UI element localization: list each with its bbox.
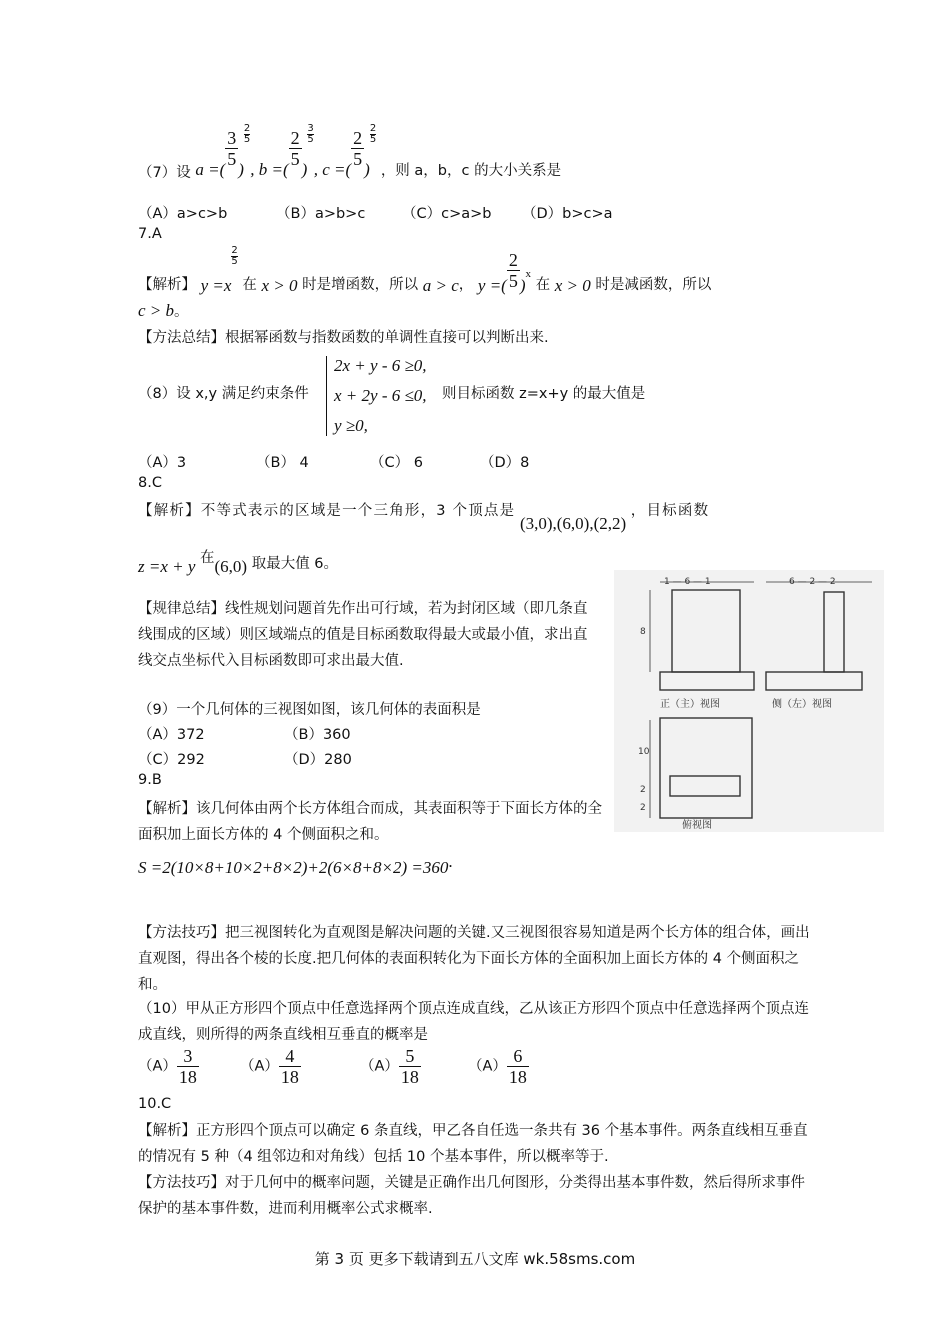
side-upper-box [824,592,844,672]
q8-option-c: （C） 6 [370,455,423,471]
three-view-drawing [614,570,884,832]
q10-option-4: （A） $\frac{6}{18}$ [468,1046,527,1087]
side-base-box [766,672,862,690]
q9-option-c: （C）292 [138,752,205,768]
q7-option-c: （C）c>a>b [402,206,492,222]
q9-option-b: （B）360 [284,727,351,743]
q8-constraint-3: y ≥0, [334,416,368,435]
q7-option-d: （D）b>c>a [522,206,613,222]
top-view-label: 俯视图 [682,820,712,831]
top-outline-box [660,718,752,818]
q9-question: （9）一个几何体的三视图如图，该几何体的表面积是 [138,702,481,718]
q7-b-frac: $\frac{2}{5}$ [290,128,300,169]
q8-brace [326,356,327,436]
top-dim-2: 2 [640,785,646,795]
front-upper-box [672,590,740,672]
q8-analysis-2: z =x + y 在(6,0) 取最大值 6。 [138,550,339,576]
q7-c-exp: $\frac{2}{5}$ [369,123,377,145]
side-top-dim: 6 — 2 — 2 [789,577,836,587]
q7-b-def: , b =( [250,159,289,179]
q7-stem: （7）设 a =( $\frac{3}{5}$ ) $\frac{2}{5}$, b =( $\frac{2}{5}$ ) $\frac{3}{5}$, c =( $\frac{2}{5}$ ) $\frac{2}{5}$ ，则 a，b，c 的大小关系是 [138,123,562,181]
three-view-figure [614,570,884,832]
q8-option-d: （D）8 [480,455,530,471]
q9-formula: S =2(10×8+10×2+8×2)+2(6×8+8×2) =360. [138,852,453,877]
q9-technique: 【方法技巧】把三视图转化为直观图是解决问题的关键.又三视图很容易知道是两个长方体的组合体，画出直观图，得出各个棱的长度.把几何体的表面积转化为下面长方体的全面积加上面长方体的 4 个侧面积之和。 [138,925,810,993]
q7-analysis-end: c > b。 [138,301,189,320]
page-footer: 第 3 页 更多下载请到五八文库 wk.58sms.com [314,1250,636,1268]
q7-analysis: 【解析】 y =x $\frac{2}{5}$ 在 x > 0 时是增函数，所以 a > c， y =( $\frac{2}{5}$ )x 在 x > 0 时是减函数，所以 [138,245,712,295]
q8-rule: 【规律总结】线性规划问题首先作出可行域，若为封闭区域（即几条直线围成的区域）则区域端点的值是目标函数取得最大或最小值，求出直线交点坐标代入目标函数即可求出最大值. [138,601,588,669]
q8-option-a: （A）3 [138,455,187,471]
q8-answer: 8.C [138,475,162,491]
q10-answer: 10.C [138,1096,172,1112]
q10-option-3: （A） $\frac{5}{18}$ [360,1046,419,1087]
q10-option-1: （A） $\frac{3}{18}$ [138,1046,197,1087]
front-view-label: 正（主）视图 [660,699,720,710]
q9-analysis: 【解析】该几何体由两个长方体组合而成，其表面积等于下面长方体的全面积加上面长方体的 4 个侧面积之和。 [138,801,602,843]
q8-analysis: 【解析】不等式表示的区域是一个三角形，3 个顶点是 (3,0),(6,0),(2,2) ，目标函数 [138,503,710,533]
q7-a-frac: $\frac{3}{5}$ [227,128,237,169]
q8-suffix: 则目标函数 z=x+y 的最大值是 [442,386,646,402]
top-inner-box [670,776,740,796]
q8-constraint-1: 2x + y - 6 ≥0, [334,356,427,375]
q9-answer: 9.B [138,772,162,788]
q10-analysis: 【解析】正方形四个顶点可以确定 6 条直线，甲乙各自任选一条共有 36 个基本事件。两条直线相互垂直的情况有 5 种（4 组邻边和对角线）包括 10 个基本事件，所以概率等于. [138,1123,808,1165]
side-view-label: 侧（左）视图 [772,699,832,710]
q7-method: 【方法总结】根据幂函数与指数函数的单调性直接可以判断出来. [138,330,549,346]
q7-option-a: （A）a>c>b [138,206,228,222]
q7-b-exp: $\frac{3}{5}$ [307,123,314,145]
top-dim-1: 10 [638,747,650,757]
q7-answer: 7.A [138,226,162,242]
q8-option-b: （B） 4 [256,455,309,471]
q7-prefix: （7）设 [138,164,191,181]
q10-question: （10）甲从正方形四个顶点中任意选择两个顶点连成直线，乙从该正方形四个顶点中任意选择两个顶点连成直线，则所得的两条直线相互垂直的概率是 [138,1001,809,1043]
q10-technique: 【方法技巧】对于几何中的概率问题，关键是正确作出几何图形，分类得出基本事件数，然后得所求事件保护的基本事件数，进而利用概率公式求概率. [138,1175,805,1217]
q8-constraint-2: x + 2y - 6 ≤0, [334,386,427,405]
q8-prefix: （8）设 x,y 满足约束条件 [138,386,309,402]
q7-c-frac: $\frac{2}{5}$ [353,128,363,169]
q7-a-def: a =( [195,159,226,179]
q7-option-b: （B）a>b>c [276,206,366,222]
q7-c-def: , c =( [313,159,352,179]
top-dim-3: 2 [640,803,646,813]
q9-option-a: （A）372 [138,727,205,743]
q9-option-d: （D）280 [284,752,352,768]
q7-a-exp: $\frac{2}{5}$ [243,123,251,145]
q7-suffix: ，则 a，b，c 的大小关系是 [380,162,562,179]
front-base-box [660,672,754,690]
front-height-dim: 8 [640,627,646,637]
front-top-dim: 1 — 6 — 1 [664,577,711,587]
q10-option-2: （A） $\frac{4}{18}$ [240,1046,299,1087]
